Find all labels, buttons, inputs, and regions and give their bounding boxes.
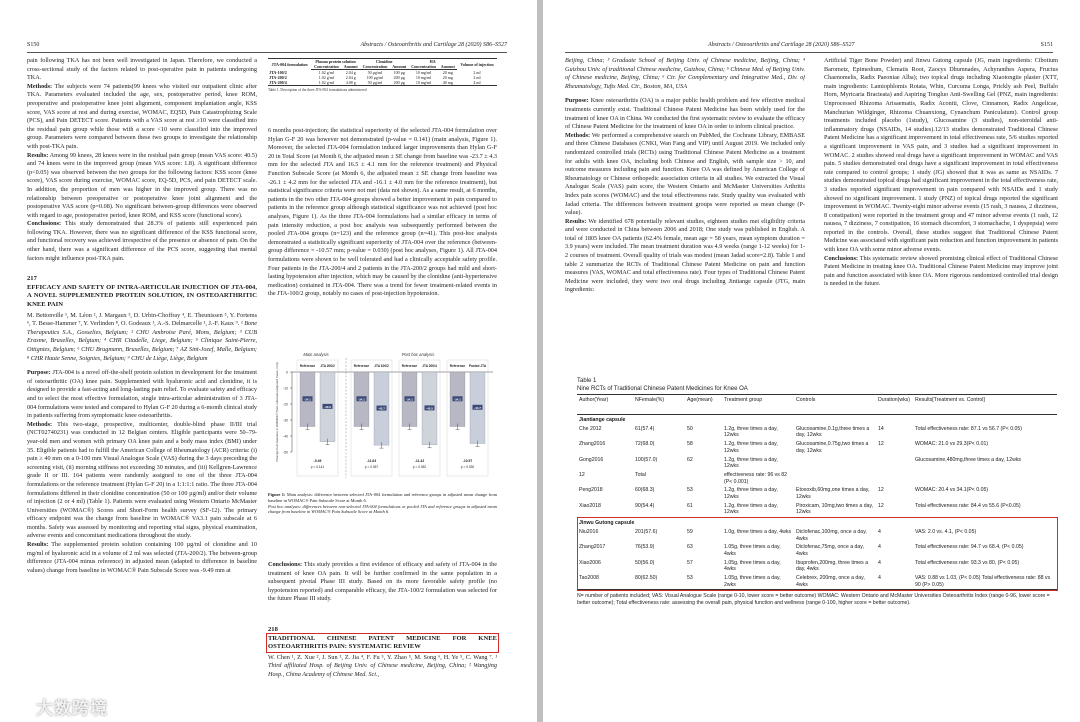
difference-label: -11.63 xyxy=(366,459,377,463)
rct-cell: Total xyxy=(635,471,646,478)
formulation-cell: 10 mg/ml xyxy=(415,70,432,75)
rct-cell: 100(57.0) xyxy=(635,456,658,463)
group-label: JTA 200/4 xyxy=(422,364,437,368)
right-page-number: S151 xyxy=(1040,42,1053,48)
rct-group-name: Jiantiange capsule xyxy=(577,415,1057,425)
rct-cell: 4 xyxy=(878,528,881,535)
right-column-2 xyxy=(824,57,1058,369)
rct-cell: 53 xyxy=(685,574,722,590)
rct-cell: 4 xyxy=(878,559,881,566)
rct-cell: 61 xyxy=(687,502,693,509)
rct-cell: 12 xyxy=(878,441,884,448)
right-journal-title: Abstracts / Osteoarthritis and Cartilage 28 (2020) S86–S527 xyxy=(708,42,855,48)
rct-cell: 12 xyxy=(579,471,585,478)
conclusions2-block xyxy=(268,561,497,624)
rct-cell: 4 xyxy=(876,574,913,590)
left-header-rule xyxy=(27,52,507,53)
rct-cell xyxy=(876,456,913,471)
rct-cell: 1.0g, three times a day, 4wks xyxy=(724,528,792,535)
p-value-label: p = 0.057 xyxy=(364,465,379,469)
rct-cell: 61(57.4) xyxy=(635,425,655,432)
rct-cell: 1.05g, three times a day, 4wks xyxy=(724,559,781,573)
rct-cell: Total effectiveness rate: 87.1 vs 56.7 (P< 0.05) xyxy=(915,425,1023,432)
rct-cell xyxy=(685,471,722,486)
rct-column-header: Controls xyxy=(794,395,876,415)
left-page-number: S150 xyxy=(27,42,40,48)
rct-cell: 76(53.9) xyxy=(635,544,655,551)
methods-paragraph: Methods: The subjects were 74 patients(99 knees who visited our outpatient clinic after TKA. Parameters evaluated included the age, sex, postoperative period, knee ROM, preoperative and postoperative knee joint alignment, component implantation angle, KSS score, VAS score at rest and during exercise, WOMAC, EQ5D, Pain Catastrophizing Scale (PCS), and Pain DETECT score. Patients with a VAS score at rest ≥10 were classified into the residual pain group while those with a score <10 were classified into the improved group. Parameters were compared between these two groups to investigate the relationship with post-TKA pain. xyxy=(27,82,257,150)
group-label: Reference xyxy=(449,364,466,368)
ha-header: HA xyxy=(408,59,457,65)
rct-table-title xyxy=(577,378,1057,393)
formulation-cell: 10 mg/ml xyxy=(415,75,432,80)
rct-table-row xyxy=(577,502,1057,518)
formulation-cell: 100 µg xyxy=(393,70,405,75)
intro-paragraph: pain following TKA has not been well investigated in Japan. Therefore, we conducted a cross-sectional study of the factors related to post-operative pain in patients undergoing TKA. xyxy=(27,57,257,82)
rct-cell: 1.2g, three times a day, 12wks xyxy=(724,487,778,501)
group-label: JTA 100/2 xyxy=(374,364,389,368)
rct-column-header: Results[Treatment vs. Control] xyxy=(913,395,1057,415)
rct-group-row xyxy=(577,415,1057,425)
y-axis-label: Change from baseline in WOMAC® Pain subscale (adjusted mean, mm) xyxy=(275,362,279,462)
p-value-label: p = 0.052 xyxy=(412,465,427,469)
left-column-1 xyxy=(27,57,257,712)
rct-column-header: Age(mean) xyxy=(685,395,722,415)
y-tick-label: 0 xyxy=(286,370,288,375)
group-label: Pooled JTA xyxy=(468,364,487,368)
results2-paragraph: Results: The supplemented protein solution containing 100 µg/ml of clonidine and 10 mg/ml of hyaluronic acid in a volume of 2 ml was selected (JTA-200/2). The between-group difference (JTA-004 minus reference) in adjusted mean (adapted to difference in baseline values) change from baseline in WOMAC® Pain Subscale Score was -9.49 mm at xyxy=(27,541,257,574)
formulation-cell: 100 µg/ml xyxy=(366,75,384,80)
y-tick-label: -40 xyxy=(283,434,288,439)
rct-cell: 50(56.0) xyxy=(635,559,655,566)
formulation-cell: 20 mg xyxy=(442,75,453,80)
formulation-cell: JTA-100/2 xyxy=(269,69,287,75)
rct-cell: Gong2016 xyxy=(579,456,604,463)
formulation-cell: JTA-200/4 xyxy=(268,80,311,86)
rct-cell: Piroxicam, 10mg,two times a day, 12wks xyxy=(796,502,874,516)
rct-column-header: Duration(wks) xyxy=(876,395,913,415)
tcm-methods: Methods: We performed a comprehensive search on PubMed, the Cochrane Library, EMBASE and three Chinese Databases (CNKI, Wan Fang and VIP) until August 2019. We included only randomized controlled trials (RCTs) using Traditional Chinese Patent Medicine as a treatment for adults with knee OA, including both Chinese and English, with sample size > 10, and outcome measures including pain and function. Knee OA was defined by American College of Rheumatology or Chinese orthopedic association criteria in all studies. We extracted the Visual Analogue Scale (VAS) pain score, the Western Ontario and McMaster Universities Arthritis Index pain scores (WOMAC) and the total effectiveness rate. Study quality was evaluated with Jadad criteria. The differences between treatment groups were reported as mean change (P-value). xyxy=(565,131,805,217)
affiliations-continued: Beijing, China; ³ Graduate School of Beijing Univ. of Chinese medicine, Beijing, China; ⁴ Guizhou Univ. of traditional Chinese medicine, Guizhou, China; ⁵ Chinese Med. of Beijing Univ. of Chinese medicine, Beijing, China; ⁶ Ctr. for Complementary and Integrative Med., Div. of Rheumatology, Tufts Med. Ctr., Boston, MA, USA xyxy=(565,57,805,90)
rct-cell: Glucosamine,480mg,three times a day, 12wks xyxy=(915,456,1022,463)
rct-cell: Diclofenac,100mg, once a day, 4wks xyxy=(796,528,867,542)
conclusions-paragraph: Conclusions: This study demonstrated that 28.3% of patients still experienced pain following TKA. However, there was no significant difference of the KSS functional score, and functional recovery was achieved irrespective of the presence or absence of pain. On the other hand, there was a significant difference of the PCS score, suggesting that mental factors might influence post-TKA pain. xyxy=(27,220,257,262)
right-header-rule xyxy=(565,52,1053,53)
tcm-purpose: Purpose: Knee osteoarthritis (OA) is a major public health problem and few effective medical treatments currently exist. Traditional Chinese Patent Medicine has been widely used for the treatment of knee OA in China. We conducted the first systematic review to evaluate the efficacy of Chinese Patent Medicine for the treatment of knee OA in order to inform clinical practice. xyxy=(565,97,805,131)
formulation-header: JTA-004 formulation xyxy=(268,59,311,70)
rct-cell: 60(68.3) xyxy=(635,487,655,494)
rct-cell: 80(62.50) xyxy=(633,574,685,590)
methods2-paragraph: Methods: This two-stage, prospective, multicenter, double-blind phase II/III trial (NCT02740231) was conducted in 12 Belgian centers. Eligible participants were 50–79-year-old men and women with primary OA knee pain and a body mass index (BMI) under 35. Eligible patients had to fulfill the American College of Rheumatology (ACR) criteria: (i) pain ≥ 40 mm on a 0-100 mm Visual Analogue Scale (VAS) during the 3 days preceding the screening visit, (ii) morning stiffness not exceeding 30 minutes, and (iii) Kellgren-Lawrence grade II or III. 164 patients were randomly assigned to one of the three JTA-004 formulations or the reference treatment (Hylan G-F 20) in a 1:1:1:1 ratio. The three JTA-004 formulations differed in their clonidine concentration (50 or 100 µg/ml) and/or their volume of injection (2 or 4 ml) (Table 1). Patients were evaluated using Western Ontario McMaster Universities (WOMAC®) Scores and Short-Form health survey (SF-12). The primary efficacy endpoint was the change from baseline in WOMAC® VA3.1 pain subscale at 6 months. Safety was assessed by monitoring and reporting vital signs, physical examination, adverse events and concomitant medications throughout the study. xyxy=(27,420,257,540)
abstract-title: EFFICACY AND SAFETY OF INTRA-ARTICULAR INJECTION OF JTA-004, A NOVEL SUPPLEMENTED PROTEIN SOLUTION, IN OSTEOARTHRITIC KNEE PAIN xyxy=(27,283,257,309)
womac-figure xyxy=(268,350,497,488)
y-tick-label: -20 xyxy=(283,402,288,407)
purpose-paragraph: Purpose: JTA-004 is a novel off-the-shelf protein solution in development for the treatment of osteoarthritic (OA) knee pain. Supplemented with hyaluronic acid and clonidine, it is designed to provide a fast-acting and long-lasting pain relief. To evaluate safety and efficacy and to select the most effective formulation, single intra-articular administration of 3 JTA-004 formulations were tested and compared to Hylan G-F 20 during a 6-month clinical study in patients suffering from symptomatic knee osteoarthritis. xyxy=(27,369,257,420)
formulation-cell: 50 µg/ml xyxy=(367,70,383,75)
rct-cell xyxy=(876,471,913,486)
conclusions2-paragraph: Conclusions: This study provides a first evidence of efficacy and safety of JTA-004 in the treatment of knee OA pain. It will be further confirmed in the same population in a subsequent pivotal Phase III study. Based on its more favorable safety profile (no hypotension reported) and comparable efficacy, the JTA-100/2 formulation was selected for the future Phase III study. xyxy=(268,561,497,603)
rct-cell: 1.05g, three times a day, 4wks xyxy=(724,544,781,557)
rct-cell: Total effectiveness rate: 93.3 vs 80, (P< 0.05) xyxy=(915,559,1020,566)
formulation-cell: JTA-200/2 xyxy=(269,75,287,80)
rct-cell: Zhang2016 xyxy=(579,441,606,448)
rct-cell: Diclofenac,75mg, once a day, 4wks xyxy=(796,544,864,557)
rct-cell: 62 xyxy=(687,456,693,463)
formulation-cell: 20 mg xyxy=(442,70,453,75)
formulation-cell: 40 mg xyxy=(439,80,457,86)
abstract-218-authors: W. Chen ¹, Z. Xue ², J. Sun ³, Z. Jia ⁴, F. Fu ⁵, Y. Zhao ⁵, M. Song ⁶, H. Ye ⁵, C. Wang ⁷. ¹ Third affiliated Hosp. of Beijing Univ. of Chinese medicine, Beijing, China; ² Wangjing Hosp., China Academy of Chinese Med. Sci., xyxy=(268,653,497,678)
left-column-2-text xyxy=(268,127,497,341)
group-label: Reference xyxy=(353,364,370,368)
plasma-header: Plasma protein solution xyxy=(311,59,360,65)
formulation-cell: 10 mg/ml xyxy=(408,80,438,86)
subheader: Amount xyxy=(439,64,457,70)
table-label: Table 1 xyxy=(577,378,597,384)
rct-cell: 1.2g, three times a day, 12wks xyxy=(724,425,778,439)
rct-cell: Total effectiveness rate: 84.4 vs 55.6 (P<0.05) xyxy=(915,502,1021,509)
rct-cell: 90(54.4) xyxy=(635,502,655,509)
formulation-cell: 50 µg/ml xyxy=(360,80,390,86)
rct-cell: 57 xyxy=(687,559,693,566)
rct-cell: 53 xyxy=(687,487,693,494)
rct-cell: 1.05g, three times a day, 2wks xyxy=(722,574,794,590)
tcm-results: Results: We identified 678 potentially relevant studies, eighteen studies met eligibility criteria and were conducted in China between 2006 and 2018; One study was published in English. A total of 1805 knee OA patients (62.4% female, mean age = 58 years, mean symptom duration = 3.9 years) were included. The mean treatment duration was 4.9 weeks (range 1-12 weeks) for 1-2 courses of treatment. Overall quality of trials was modest (mean Jadad score=2.8). Table 1 and table 2 summarize the RCTs of Traditional Chinese Patent Medicine on pain and function measures (VAS, WOMAC and total effectiveness rate). Four types of Traditional Chinese Patent Medicine were included, they were two oral drugs including Jintiange capsule (JTG, main ingredients: xyxy=(565,217,805,294)
rct-table-row xyxy=(577,471,1057,486)
rct-cell: Etoxoxib,60mg,one times a day, 12wks xyxy=(796,487,870,501)
post-hoc-title: Post hoc analysis xyxy=(401,352,435,357)
results-continued: 6 months post-injection; the statistical superiority of the selected JTA-004 formulation over Hylan G-F 20 was however not demonstrated (p-value = 0.141) (main analysis, Figure 1). Moreover, the selected JTA-004 formulation induced larger improvements than Hylan G-F 20 in Total Score (at Month 6, the adjusted mean ± SE change from baseline was -23.7 ± 4.3 mm for the selected JTA and 16.5 ± 4.1 mm for the reference treatment) and Physical Function Subscale Score (at Month 6, the adjusted mean ± SE change from baseline was -26.1 ± 4.2 mm for the selected JTA and -16.1 ± 4.0 mm for the reference treatment), but statistical significance criteria were not met (data not shown). As a same result, at 6 months, patients in the two other JTA-004 groups showed a better improvement in pain compared to patients in the reference group although statistical significance was not achieved (post hoc analyses, Figure 1). As the three JTA-004 formulations had a similar efficacy in terms of pain intensity reduction, a post hoc analysis was subsequently performed between the pooled JTA-004 groups (n=123) and the reference group (n=41). This post-hoc analysis demonstrated a statistically significant superiority of JTA-004 over the reference (between-group difference = -10.57 mm; p-value = 0.030) (post hoc analyses, Figure 1). All JTA-004 formulations were shown to be well tolerated and had a clinically acceptable safety profile. Four patients in the JTA-200/4 and 2 patients in the JTA-200/2 groups had mild and short-lasting hypotension after injection, which may be caused by the clonidine (anti-hypertensive medication) contained in JTA-004. There was a trend for fewer treatment-related events in the JTA-100/2 group, notably no cases of post-injection hypotension. xyxy=(268,127,497,298)
rct-cell: 59 xyxy=(687,528,693,535)
value-label: -45.7 xyxy=(378,406,385,411)
rct-cell: 63 xyxy=(687,544,693,551)
rct-column-header: Author(Year) xyxy=(577,395,633,415)
difference-label: -11.42 xyxy=(414,459,425,463)
abstract-authors: M. Bettonville ¹, M. Léon ², J. Margaux ³, D. Urbin-Choffray ⁴, E. Theunissen ⁵, Y. Fortems ⁶, T. Besse-Hammer ⁷, Y. Verlinden ⁸, O. Godeaux ¹, A.-S. Delmarcelle ¹, J.-F. Kaux ⁹. ¹ Bone Therapeutics S.A., Gosselies, Belgium; ² CHU Ambroise Paré, Mons, Belgium; ³ CUB Erasme, Bruxelles, Belgium; ⁴ CHR Citadelle, Liege, Belgium; ⁵ Clinique Saint-Pierre, Ottignies, Belgium; ⁶ CHU Brugmann, Bruxelles, Belgium; ⁷ AZ Sint-Jozef, Malle, Belgium; ⁸ CHR Haute Senne, Soignies, Belgium; ⁹ CHU de Liège, Liège, Belgium xyxy=(27,311,257,362)
watermark xyxy=(6,694,108,718)
left-journal-title: Abstracts / Osteoarthritis and Cartilage 28 (2020) S86–S527 xyxy=(360,42,507,48)
value-label: -44.7 xyxy=(474,405,481,410)
right-page-header xyxy=(543,41,1080,50)
formulation-cell: 1.02 g/ml xyxy=(318,75,335,80)
rct-cell: Ibuprofen,200mg, three times a day, 4wks xyxy=(796,559,869,573)
rct-column-header: Treatment group xyxy=(722,395,794,415)
y-tick-label: -10 xyxy=(283,386,288,391)
rct-cell: Glucosamine,0.75g,two times a day, 12wks xyxy=(796,441,869,454)
p-value-label: p = 0.141 xyxy=(310,465,325,469)
jinwu-highlight-box xyxy=(577,517,1058,591)
formulation-cell: 2 ml xyxy=(473,69,481,75)
right-page xyxy=(543,0,1080,722)
rct-cell: Tao2008 xyxy=(577,574,633,590)
volume-header: Volume of injection xyxy=(457,59,497,70)
watermark-text: 大数跨境 xyxy=(36,698,108,719)
difference-label: -9.49 xyxy=(313,459,322,463)
watermark-logo-icon xyxy=(6,696,32,716)
rct-cell: Che 2012 xyxy=(579,425,602,432)
right-column-1 xyxy=(565,57,805,369)
rct-column-header: NFemale(%) xyxy=(633,395,685,415)
rct-cell: Glucosamine,0.1g,three times a day, 12wks xyxy=(796,425,870,439)
rct-table-header xyxy=(577,395,1057,415)
formulation-table xyxy=(268,58,497,93)
subheader: Concentration xyxy=(311,64,341,70)
tcm-results-continued: Artificial Tiger Bone Powder) and Jinwu Gutong capsule (JG, main ingredients: Cibotium Barometz, Epimedium, Clematis Root, Zaocys Dhumnades, Achyranthes Aspera, Fructus Chaenomelis, Radix Paeoniae Alba); two topical drugs including Xiaotongtie plaster (XTT, main ingredients: Lamiophlomis Rotata, Whin, Curcuma Longa, Prickly ash Peel, Buffalo Horn, Myricaria Bracteata) and Aspiring Tongluo Anti-Swelling Gel (PNZ, main ingredients: Unprocessed Rhizoma Arisaematis, Radix Aconiti, Clove, Cinnamon, Radix Angelicae, Manchurian Wildginger, Rhizoma Chuanxiong, Cynanchum Paniculatum). Control group treatments included placebo (1study), Glucosamine (3 studies), non-steroidal anti-inflammatory drugs (NSAIDs, 14 studies).12/13 studies demonstrated Traditional Chinese Patent Medicine has a significant improvement in total effectiveness rate, 5/6 studies reported a significant improvement in VAS pain, and 3 studies had a significant improvement in WOMAC. 2 studies showed oral drugs have a significant improvement in WOMAC and VAS pain. 5 studies demonstrated oral drugs have a significant improvement in total effectiveness rate compared to control groups; 1 study (JG) showed that it was as same as NSAIDs. 7 studies demonstrated topical drugs had significant improvement in the total effectiveness rate, 3 studies reported significant improvement in pain compared with NSAIDs and 1 study showed no significant improvement. 1 study (PNZ) of topical drugs reported the significant improvement in WOMAC. Twenty-eight minor adverse events (15 rash, 3 nausea, 2 dizziness, 8 constipation) were reported in the treatment group and 47 minor adverse events (1 rash, 12 nausea, 7 dizziness, 7 constipation, 16 stomach discomfort, 3 stomachache, 1 dyspepsia) were reported in the controls. Overall, these studies suggest that Traditional Chinese Patent Medicine was associated with significant pain reduction and function improvement in patients with knee OA with some minor adverse events. xyxy=(824,57,1058,254)
formulation-cell: 2 ml xyxy=(473,75,481,80)
rct-table-row xyxy=(577,425,1057,440)
abstract-number: 217 xyxy=(27,275,37,283)
figure-caption: Figure 1: Main analysis: difference between selected JTA-004 formulation and reference groups in adjusted mean change from baseline in WOMAC® Pain Subscale Score at Month 6. Post hoc analyses: differences between non-selected JTA-004 formulations or pooled JTA and reference groups in adjusted mean change from baseline in WOMAC® Pain Subscale Score at Month 6. xyxy=(268,492,497,515)
rct-cell: effectiveness rate: 96 vs 82 (P< 0.001) xyxy=(724,471,788,485)
table-caption: Nine RCTs of Traditional Chinese Patent Medicines for Knee OA xyxy=(577,385,748,392)
rct-cell: 12 xyxy=(878,487,884,494)
rct-cell: 1.2g, three times a day, 12wks xyxy=(724,502,778,516)
title-highlight-box xyxy=(266,633,499,653)
y-tick-label: -50 xyxy=(283,450,288,455)
subheader: Concentration xyxy=(360,64,390,70)
rct-cell: VAS: 2.0 vs. 4.1, (P< 0.05) xyxy=(915,528,977,535)
rct-cell xyxy=(794,456,876,471)
difference-label: -10.57 xyxy=(462,459,473,463)
value-label: -45.5 xyxy=(426,406,433,411)
rct-group-name: Jinwu Gutong capsule xyxy=(577,518,1057,528)
formulation-cell: 2.04 g xyxy=(345,70,356,75)
rct-cell: WOMAC: 21.0 vs 29.3(P< 0.01) xyxy=(915,441,989,448)
value-label: -34.1 xyxy=(454,397,461,402)
rct-table-footnote: N= number of patients included; VAS: Visual Analogue Scale (range 0-10, lower score = better outcome) WOMAC: Western Ontario and McMaster Universities Osteoarthritis Index (range 0-96, lower score = better outcome); Total effectiveness rate: assessing the overall pain, physical function and wellness (range 0-100, higher score = better outcome). xyxy=(577,593,1050,607)
rct-cell: Peng2018 xyxy=(579,487,603,494)
abstract-218-number: 218 xyxy=(268,626,278,633)
rct-cell: 58 xyxy=(687,441,693,448)
rct-cell xyxy=(913,471,1057,486)
group-label: Reference xyxy=(299,364,316,368)
main-analysis-title: Main analysis xyxy=(303,352,329,357)
rct-cell: Total effectiveness rate: 94.7 vs 68.4, (P< 0.05) xyxy=(915,544,1024,551)
rct-cell: 72(68.0) xyxy=(635,441,655,448)
rct-cell: 12 xyxy=(878,502,884,509)
group-label: JTA 200/2 xyxy=(320,364,335,368)
left-page-header xyxy=(0,41,537,50)
rct-table-row xyxy=(577,440,1057,455)
rct-cell: 4 xyxy=(878,544,881,551)
rct-cell: 14 xyxy=(878,425,884,432)
rct-cell: VAS: 0.88 vs 1.03, (P< 0.05) Total effectiveness rate: 88 vs 90 (P> 0.05) xyxy=(913,574,1057,590)
rct-cell: WOMAC: 20.4 vs 34.1(P< 0.05) xyxy=(915,487,989,494)
rct-cell: 201(57.6) xyxy=(635,528,658,535)
group-label: Reference xyxy=(401,364,418,368)
results-paragraph: Results: Among 99 knees, 28 knees were in the residual pain group (mean VAS score: 40.5) and 74 knees were in the improved group (mean VAS score: 1.8). A significant difference (p<0.05) was observed between the two groups for the following factors: KSS score (knee score), VAS score during exercise, WOMAC score, EQ-5D, PCS, and pain DETECT scale. In addition, the proportion of men was higher in the improved group. There was no relationship between preoperative or postoperative knee joint alignment and the postoperative VAS score (p=0.08). No significant between-group differences were observed with regard to age, postoperative period, knee ROM, and KSS score (functional score). xyxy=(27,151,257,219)
rct-cell: Celebrex, 200mg, once a day, 4wks xyxy=(794,574,876,590)
rct-table-row xyxy=(577,456,1057,471)
p-value-label: p = 0.030 xyxy=(460,465,475,469)
value-label: -34.1 xyxy=(304,397,311,402)
rct-cell: Niu2016 xyxy=(579,528,599,535)
formulation-table-caption: Table 1. Description of the three JTA-004 formulations administered xyxy=(268,88,367,92)
formulation-row xyxy=(268,80,497,86)
subheader: Concentration xyxy=(408,64,438,70)
clonidine-header: Clonidine xyxy=(360,59,409,65)
subheader: Amount xyxy=(342,64,360,70)
value-label: -34.1 xyxy=(358,397,365,402)
womac-chart xyxy=(268,350,497,488)
left-page xyxy=(0,0,537,722)
rct-cell: Xiao2006 xyxy=(579,559,601,566)
formulation-cell: 1.02 g/ml xyxy=(318,70,335,75)
rct-cell: 1.2g, three times a day, 12wks xyxy=(724,456,778,470)
rct-cell: 1.2g, three times a day, 12wks xyxy=(724,441,778,454)
formulation-cell: 200 µg xyxy=(393,75,405,80)
value-label: -43.6 xyxy=(324,404,331,409)
formulation-cell: 2.04 g xyxy=(345,75,356,80)
formulation-cell: 1.02 g/ml xyxy=(311,80,341,86)
rct-table-row xyxy=(577,486,1057,501)
y-tick-label: -30 xyxy=(283,418,288,423)
subheader: Amount xyxy=(390,64,408,70)
abstract-218-title: TRADITIONAL CHINESE PATENT MEDICINE FOR KNEE OSTEOARTHRITIS PAIN: SYSTEMATIC REVIEW xyxy=(268,634,497,651)
tcm-conclusions: Conclusions: This systematic review showed promising clinical effect of Traditional Chinese Patent Medicine in treating knee OA. Traditional Chinese Patent Medicine may improve joint pain and function associated with knee OA. More rigorous randomized controlled trial design is needed in the future. xyxy=(824,254,1058,288)
value-label: -34.1 xyxy=(406,397,413,402)
formulation-cell: 4 ml xyxy=(457,80,497,86)
formulation-table-body xyxy=(268,70,497,86)
rct-cell xyxy=(794,471,876,486)
formulation-cell: 4.08 g xyxy=(342,80,360,86)
rct-cell: Zhang2017 xyxy=(579,544,606,551)
rct-cell: 50 xyxy=(687,425,693,432)
formulation-cell: 200 µg xyxy=(390,80,408,86)
rct-cell: Xiao2018 xyxy=(579,502,601,509)
